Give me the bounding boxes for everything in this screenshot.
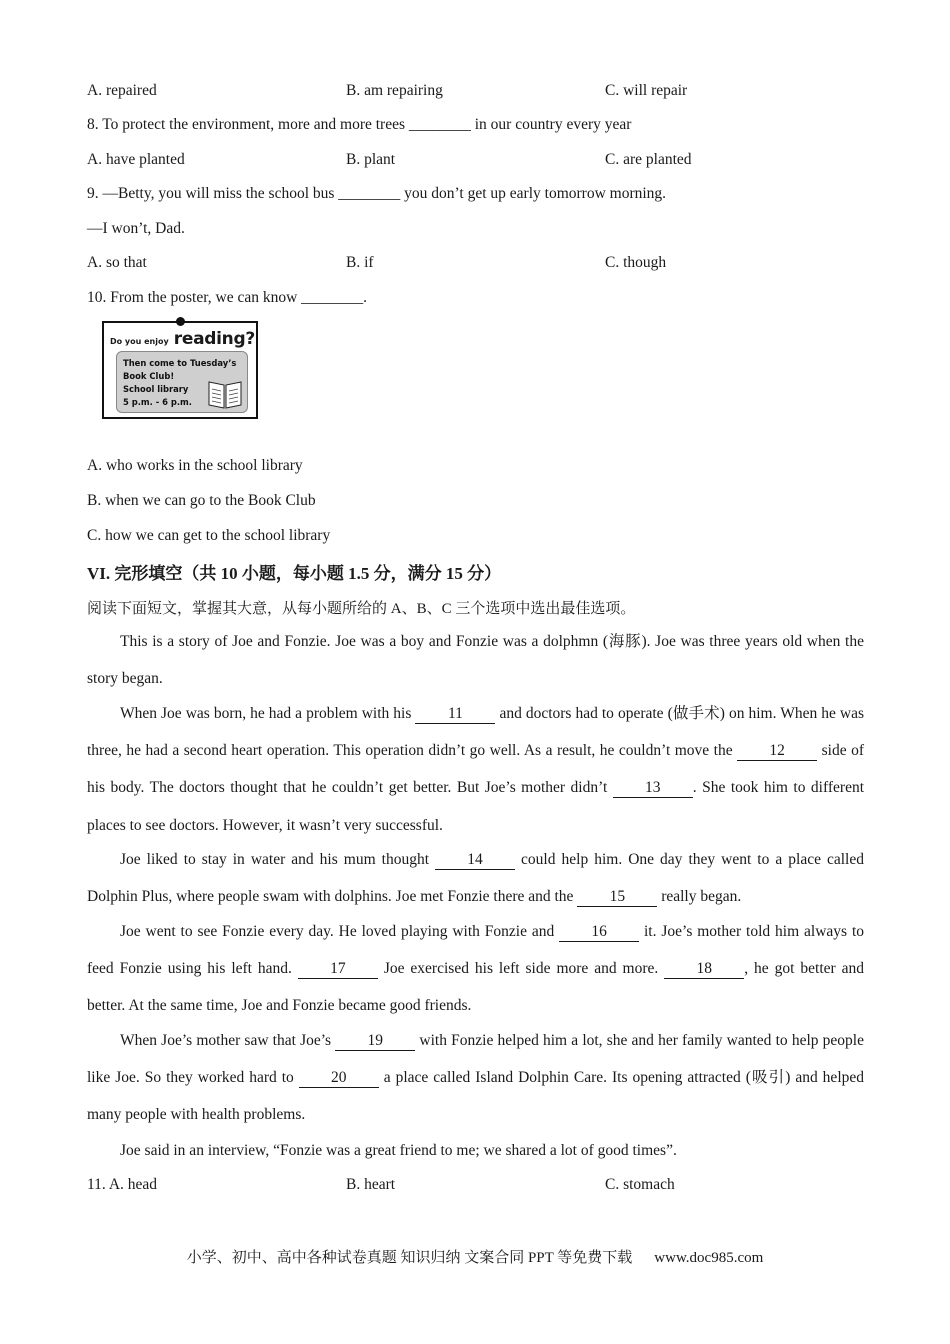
poster-line-1: Then come to Tuesday’s	[123, 358, 237, 368]
q7-options	[87, 81, 867, 101]
passage-text: Joe exercised his left side more and more.	[377, 960, 665, 978]
blank-20: 20	[299, 1069, 379, 1088]
q10-option-b: B. when we can go to the Book Club	[87, 492, 316, 509]
footer-url-link[interactable]: www.doc985.com	[654, 1250, 764, 1266]
q8-option-b: B. plant	[346, 151, 396, 168]
passage-text: Joe went to see Fonzie every day. He loved playing with Fonzie and	[120, 923, 560, 940]
q8-stem: 8. To protect the environment, more and more trees ________ in our country every year	[87, 116, 632, 133]
blank-18: 18	[664, 960, 744, 979]
blank-13: 13	[613, 779, 693, 798]
blank-14: 14	[435, 851, 515, 870]
q7-option-b: B. am repairing	[346, 82, 443, 99]
poster-info-box	[116, 351, 248, 413]
blank-15: 15	[577, 888, 657, 907]
q10-option-a: A. who works in the school library	[87, 457, 303, 474]
passage-paragraph-1: This is a story of Joe and Fonzie. Joe was a boy and Fonzie was a dolphmn (海豚). Joe was three years old when the story began.	[87, 633, 864, 688]
passage-paragraph-4	[87, 913, 864, 1025]
blank-12: 12	[737, 742, 817, 761]
blank-11: 11	[415, 705, 495, 724]
q11-options	[87, 1175, 867, 1195]
page-footer	[0, 1246, 950, 1267]
passage-text: When Joe was born, he had a problem with his	[120, 705, 416, 722]
poster-question-small: Do you enjoy	[110, 337, 169, 346]
q9-reply: —I won’t, Dad.	[87, 220, 185, 237]
q7-option-c: C. will repair	[605, 82, 688, 99]
section-title: VI. 完形填空（共 10 小题，每小题 1.5 分，满分 15 分）	[87, 564, 502, 583]
q8-option-a: A. have planted	[87, 151, 185, 168]
passage-text: . She took him to different places to see doctors. However, it wasn’t very successful.	[87, 779, 865, 834]
passage-text: When Joe’s mother saw that Joe’s	[120, 1032, 336, 1049]
passage-text: really began.	[657, 888, 742, 906]
passage-paragraph-6: Joe said in an interview, “Fonzie was a great friend to me; we shared a lot of good times”.	[120, 1142, 677, 1159]
q11-option-a: 11. A. head	[87, 1176, 158, 1193]
poster-headline	[110, 329, 255, 349]
passage-text: , he got better and better. At the same time, Joe and Fonzie became good friends.	[87, 960, 864, 1015]
poster-line-2: Book Club!	[123, 371, 175, 381]
pushpin-icon	[176, 317, 185, 326]
q9-option-c: C. though	[605, 254, 667, 271]
passage-paragraph-5	[87, 1022, 864, 1134]
blank-19: 19	[335, 1032, 415, 1051]
passage-text: side of his body. The doctors thought that he couldn’t get better. But Joe’s mother didn’t	[87, 742, 864, 797]
q9-option-a: A. so that	[87, 254, 147, 271]
blank-17: 17	[298, 960, 378, 979]
passage-paragraph-2	[87, 695, 864, 844]
q10-stem: 10. From the poster, we can know ________.	[87, 289, 368, 306]
passage-text: could help him. One day they went to a place called Dolphin Plus, where people swam with dolphins. Joe met Fonzie there and the	[87, 851, 864, 906]
passage-text: Joe liked to stay in water and his mum thought	[120, 851, 436, 868]
passage-text: and doctors had to operate (做手术) on him. When he was three, he had a second heart operation. This operation didn’t go well. As a result, he couldn’t move the	[87, 705, 864, 760]
poster-question-big: reading?	[173, 329, 255, 349]
q9-stem: 9. —Betty, you will miss the school bus ________ you don’t get up early tomorrow morning.	[87, 185, 667, 202]
q7-option-a: A. repaired	[87, 82, 157, 99]
poster-line-4: 5 p.m. - 6 p.m.	[123, 397, 192, 407]
q9-options	[87, 253, 867, 273]
q8-options	[87, 150, 867, 170]
poster-line-3: School library	[123, 384, 189, 394]
passage-paragraph-3	[87, 841, 864, 915]
footer-text: 小学、初中、高中各种试卷真题 知识归纳 文案合同 PPT 等免费下载	[186, 1250, 633, 1266]
q9-option-b: B. if	[346, 254, 374, 271]
q11-option-c: C. stomach	[605, 1176, 675, 1193]
q8-option-c: C. are planted	[605, 151, 692, 168]
section-instruction: 阅读下面短文，掌握其大意，从每小题所给的 A、B、C 三个选项中选出最佳选项。	[87, 601, 636, 617]
passage-text: with Fonzie helped him a lot, she and her family wanted to help people like Joe. So they worked hard to	[87, 1032, 864, 1087]
q10-option-c: C. how we can get to the school library	[87, 527, 331, 544]
book-club-poster	[102, 321, 258, 419]
q11-option-b: B. heart	[346, 1176, 396, 1193]
passage-text: a place called Island Dolphin Care. Its opening attracted (吸引) and helped many people with health problems.	[87, 1069, 865, 1124]
blank-16: 16	[559, 923, 639, 942]
passage-text: it. Joe’s mother told him always to feed Fonzie using his left hand.	[87, 923, 865, 978]
open-book-icon	[207, 378, 243, 410]
